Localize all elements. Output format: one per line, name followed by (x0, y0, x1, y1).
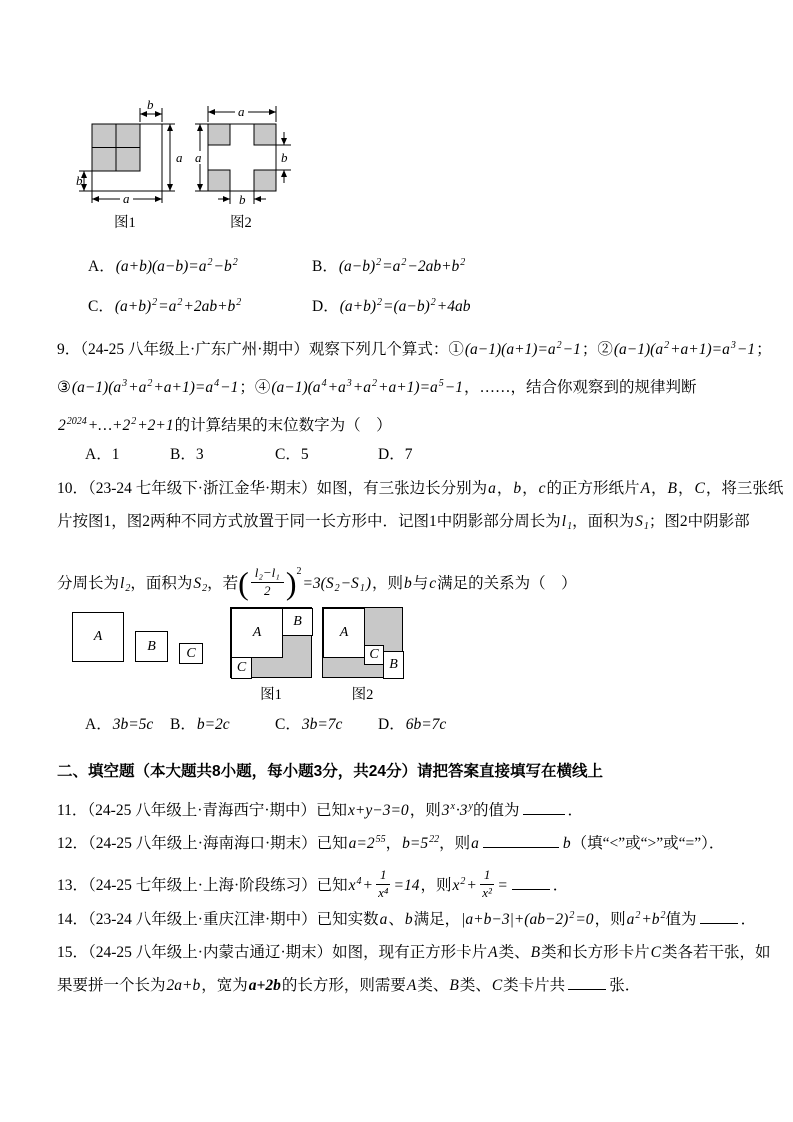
q8-option-c: C．$(a+b)^2=a^2+2ab+b^2$ (88, 297, 242, 315)
q10-fig2-label-a: A (339, 625, 349, 640)
figure1-diagram (76, 96, 198, 236)
q10-fig2-square-b (383, 651, 404, 679)
q10-figure2-rectangle (322, 607, 403, 678)
q13-line: 13．（24-25 七年级上·上海·阶段练习）已知$x^4+$ $\frac{1}{\text{x⁴}}$ =14，则$x^2+$ $\frac{1}{\text{x²}}$ = ． (57, 867, 569, 900)
q10-line-1: 10．（23-24 七年级下·浙江金华·期末）如图，有三张边长分别为a，b，c的正方形纸片A，B，C，将三张纸 (57, 480, 784, 497)
q10-figure1-caption: 图1 (260, 687, 282, 703)
q15-line-2: 果要拼一个长为2a+b，宽为a+2b的长方形，则需要A类、B类、C类卡片共 张． (57, 977, 641, 994)
card-c-square (179, 643, 203, 664)
q8-option-d: D．$(a+b)^2=(a-b)^2+4ab$ (312, 297, 471, 315)
q10-fig1-label-c: C (236, 660, 247, 675)
q10-option-c: C．3b=7c (275, 716, 343, 733)
q10-option-d: D．6b=7c (378, 716, 447, 733)
q9-option-b: B．3 (170, 446, 204, 463)
q15-line-1: 15．（24-25 八年级上·内蒙古通辽·期末）如图，现有正方形卡片A类、B类和长方形卡片C类各若干张，如 (57, 944, 771, 961)
fig2-caption: 图2 (230, 215, 252, 231)
q10-fig1-square-b (282, 608, 313, 636)
q10-option-a: A．3b=5c (85, 716, 154, 733)
fig1-dim-right: a (176, 150, 183, 165)
card-a-label: A (93, 629, 103, 644)
q12-line: 12．（24-25 八年级上·海南海口·期末）已知$a=2^{55}$，$b=5^{22}$，则a b（填“<”或“>”或“=”）． (57, 834, 725, 852)
q9-line-2: $③(a-1)(a^3+a^2+a+1)=a^4-1$；$④(a-1)(a^4+a^3+a^2+a+1)=a^5-1$，……，结合你观察到的规律判断 (57, 378, 697, 396)
card-c-label: C (186, 645, 196, 661)
q10-figure1-rectangle (230, 607, 312, 678)
card-b-label: B (147, 638, 156, 654)
q10-figure2-caption: 图2 (351, 687, 374, 703)
q10-fig2-label-b: B (389, 657, 398, 672)
card-b-square (135, 631, 168, 662)
q9-option-c: C．5 (275, 446, 309, 463)
section-2-heading: 二、填空题（本大题共8小题，每小题3分，共24分）请把答案直接填写在横线上 (57, 763, 603, 780)
q10-fig2-label-c: C (369, 647, 379, 662)
q10-fig1-label-b: B (293, 614, 302, 629)
figure2-diagram (192, 96, 314, 236)
q9-line-3: $2^{2024}+\dots+2^2+2+1$的计算结果的末位数字为（ ） (58, 416, 392, 434)
q9-option-d: D．7 (378, 446, 413, 463)
fig2-dim-left: a (195, 150, 202, 165)
q10-fig1-square-c (231, 657, 252, 679)
fig1-dim-bottom: a (123, 191, 130, 206)
q8-option-b: B．$(a-b)^2=a^2-2ab+b^2$ (312, 257, 466, 275)
q9-line-1: 9．（24-25 八年级上·广东广州·期中）观察下列几个算式：$①(a-1)(a+1)=a^2-1$；$②(a-1)(a^2+a+1)=a^3-1$； (57, 340, 772, 358)
q10-fig2-square-c (364, 645, 384, 665)
fig2-dim-top: a (238, 104, 245, 119)
q9-option-a: A．1 (85, 446, 120, 463)
q10-fig1-label-a: A (252, 625, 262, 640)
fig1-dim-left: b (76, 173, 83, 188)
fig2-dim-bottom: b (239, 192, 246, 207)
fig2-dim-right: b (281, 150, 288, 165)
card-a-square (72, 612, 124, 662)
fig1-caption: 图1 (114, 215, 136, 231)
q10-fig1-square-a (231, 608, 283, 658)
q11-line: 11．（24-25 八年级上·青海西宁·期中）已知x+y−3=0，则$3^x\cdot 3^y$的值为 ． (57, 801, 584, 819)
q14-line: 14．（23-24 八年级上·重庆江津·期中）已知实数a、b满足，$|a+b-3|+(ab-2)^2=0$，则$a^2+b^2$值为 ． (57, 910, 757, 928)
fig1-dim-top: b (147, 97, 154, 112)
q10-line-2: 片按图1，图2两种不同方式放置于同一长方形中．记图1中阴影部分周长为l1，面积为S1；图2中阴影部 (57, 513, 750, 532)
q10-fig2-square-a (323, 608, 365, 658)
q10-option-b: B．b=2c (170, 716, 230, 733)
q10-line-3: 分周长为l2，面积为S2，若( $\frac{\text{l₂−l₁}}{2}$ )$^2$=3(S2−S1)，则b与c满足的关系为（ ） (57, 565, 577, 602)
q8-option-a: A．$(a+b)(a-b)=a^2-b^2$ (88, 257, 238, 275)
